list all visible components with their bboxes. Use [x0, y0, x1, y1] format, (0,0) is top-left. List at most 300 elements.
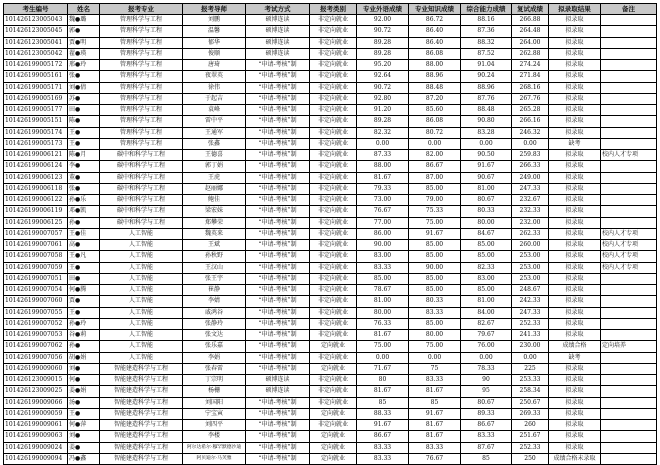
remarks-cell [601, 285, 657, 296]
table-row [4, 296, 657, 307]
category-cell: 非定向就业 [310, 228, 357, 239]
professional-knowledge-score-cell: 91.67 [409, 408, 461, 419]
candidate-id-cell: 101426199009024 [4, 442, 68, 453]
table-row [4, 37, 657, 48]
candidate-id-cell: 101426199009094 [4, 453, 68, 464]
comprehensive-ability-score-cell: 80.67 [461, 195, 512, 206]
candidate-id-cell: 101426199007057 [4, 228, 68, 239]
professional-knowledge-score-cell: 0.00 [409, 138, 461, 149]
comprehensive-ability-score-cell: 87.52 [461, 48, 512, 59]
retest-score-cell: 253.00 [512, 262, 549, 273]
name-cell: 郭● [68, 26, 100, 37]
category-cell: 非定向就业 [310, 26, 357, 37]
professional-knowledge-score-cell: 83.33 [409, 307, 461, 318]
remarks-cell [601, 82, 657, 93]
name-cell: 翟●瑛 [68, 48, 100, 59]
comprehensive-ability-score-cell: 86.67 [461, 420, 512, 431]
retest-score-cell: 232.00 [512, 217, 549, 228]
table-row [4, 318, 657, 329]
comprehensive-ability-score-cell: 76.00 [461, 341, 512, 352]
table-row [4, 386, 657, 397]
remarks-cell [601, 60, 657, 71]
category-cell: 非定向就业 [310, 240, 357, 251]
table-row [4, 442, 657, 453]
comprehensive-ability-score-cell: 90 [461, 375, 512, 386]
candidate-id-cell: 101426199006122 [4, 195, 68, 206]
admission-result-cell: 拟录取 [549, 262, 601, 273]
table-row [4, 240, 657, 251]
comprehensive-ability-score-cell: 81.00 [461, 183, 512, 194]
admission-result-cell: 拟录取 [549, 375, 601, 386]
foreign-language-score-cell: 78.67 [357, 285, 409, 296]
table-row [4, 15, 657, 26]
professional-knowledge-score-cell: 80.00 [409, 330, 461, 341]
exam-method-cell: “申请-考核”制 [246, 183, 310, 194]
exam-method-cell: “申请-考核”制 [246, 161, 310, 172]
comprehensive-ability-score-cell: 88.16 [461, 15, 512, 26]
retest-score-cell: 225 [512, 363, 549, 374]
comprehensive-ability-score-cell: 80.33 [461, 206, 512, 217]
retest-score-cell: 252.33 [512, 442, 549, 453]
remarks-cell [601, 161, 657, 172]
remarks-cell [601, 431, 657, 442]
table-row [4, 273, 657, 284]
foreign-language-score-cell: 91.67 [357, 420, 409, 431]
name-cell: 谷●莉 [68, 330, 100, 341]
major-cell: 管理科学与工程 [100, 48, 183, 59]
comprehensive-ability-score-cell: 81.00 [461, 296, 512, 307]
comprehensive-ability-score-cell: 87.36 [461, 26, 512, 37]
supervisor-cell: 王德喜 [183, 150, 246, 161]
category-cell: 非定向就业 [310, 60, 357, 71]
name-cell: 孙● [68, 217, 100, 228]
table-row [4, 251, 657, 262]
admission-result-cell: 拟录取 [549, 71, 601, 82]
name-cell: 田● [68, 105, 100, 116]
major-cell: 碳中和科学与工程 [100, 206, 183, 217]
admission-result-cell: 拟录取 [549, 105, 601, 116]
admission-result-cell: 拟录取 [549, 60, 601, 71]
category-cell: 非定向就业 [310, 105, 357, 116]
table-row [4, 82, 657, 93]
foreign-language-score-cell: 81.67 [357, 330, 409, 341]
category-cell: 非定向就业 [310, 397, 357, 408]
major-cell: 人工智能 [100, 240, 183, 251]
professional-knowledge-score-cell: 85 [409, 397, 461, 408]
comprehensive-ability-score-cell: 83.00 [461, 273, 512, 284]
retest-score-cell: 260 [512, 420, 549, 431]
foreign-language-score-cell: 88.33 [357, 408, 409, 419]
exam-method-cell: 硕博连读 [246, 48, 310, 59]
professional-knowledge-score-cell: 79.00 [409, 195, 461, 206]
foreign-language-score-cell: 77.00 [357, 217, 409, 228]
remarks-cell [601, 408, 657, 419]
candidate-id-cell: 101426199007055 [4, 307, 68, 318]
retest-score-cell: 0.00 [512, 352, 549, 363]
admission-result-cell: 拟录取 [549, 420, 601, 431]
supervisor-cell: 张鑫 [183, 138, 246, 149]
supervisor-cell: 刘国阳 [183, 397, 246, 408]
professional-knowledge-score-cell: 75.00 [409, 217, 461, 228]
supervisor-cell: 魏英来 [183, 228, 246, 239]
retest-score-cell: 259.83 [512, 150, 549, 161]
remarks-cell [601, 105, 657, 116]
name-cell: 刘● [68, 363, 100, 374]
retest-score-cell: 266.16 [512, 116, 549, 127]
table-row [4, 116, 657, 127]
candidate-id-cell: 101426123005041 [4, 37, 68, 48]
exam-method-cell: 硕博连读 [246, 375, 310, 386]
exam-method-cell: “申请-考核”制 [246, 138, 310, 149]
candidate-id-cell: 101426199006118 [4, 183, 68, 194]
foreign-language-score-cell: 75.00 [357, 341, 409, 352]
table-row [4, 375, 657, 386]
name-cell: 贾● [68, 296, 100, 307]
table-row [4, 105, 657, 116]
exam-method-cell: “申请-考核”制 [246, 105, 310, 116]
major-cell: 管理科学与工程 [100, 93, 183, 104]
candidate-id-cell: 101426199007051 [4, 273, 68, 284]
supervisor-cell: 张乐嘉 [183, 341, 246, 352]
candidate-id-cell: 101426199006123 [4, 172, 68, 183]
foreign-language-score-cell: 95.20 [357, 60, 409, 71]
exam-method-cell: “申请-考核”制 [246, 71, 310, 82]
exam-method-cell: “申请-考核”制 [246, 352, 310, 363]
retest-score-cell: 266.33 [512, 161, 549, 172]
major-cell: 管理科学与工程 [100, 37, 183, 48]
table-row [4, 285, 657, 296]
supervisor-cell: 梁宏妹 [183, 206, 246, 217]
name-cell: 王● [68, 262, 100, 273]
name-cell: 董● [68, 172, 100, 183]
exam-method-cell: 硕博连读 [246, 15, 310, 26]
supervisor-cell: 李楼 [183, 431, 246, 442]
table-row [4, 150, 657, 161]
table-row [4, 262, 657, 273]
foreign-language-score-cell: 80.00 [357, 307, 409, 318]
column-header: 考试方式 [246, 4, 310, 15]
category-cell: 非定向就业 [310, 172, 357, 183]
exam-method-cell: “申请-考核”制 [246, 127, 310, 138]
professional-knowledge-score-cell: 81.67 [409, 420, 461, 431]
foreign-language-score-cell: 76.33 [357, 318, 409, 329]
remarks-cell [601, 116, 657, 127]
category-cell: 非定向就业 [310, 206, 357, 217]
retest-score-cell: 247.33 [512, 183, 549, 194]
remarks-cell [601, 318, 657, 329]
table-row [4, 453, 657, 464]
remarks-cell [601, 375, 657, 386]
major-cell: 人工智能 [100, 318, 183, 329]
remarks-cell [601, 273, 657, 284]
professional-knowledge-score-cell: 75.33 [409, 206, 461, 217]
table-row [4, 138, 657, 149]
comprehensive-ability-score-cell: 91.04 [461, 60, 512, 71]
table-row [4, 363, 657, 374]
major-cell: 智能建造科学与工程 [100, 386, 183, 397]
retest-score-cell: 253.00 [512, 251, 549, 262]
candidate-id-cell: 101426199005151 [4, 116, 68, 127]
major-cell: 人工智能 [100, 262, 183, 273]
professional-knowledge-score-cell: 88.48 [409, 82, 461, 93]
admission-result-cell: 拟录取 [549, 285, 601, 296]
table-body [4, 15, 657, 465]
retest-score-cell: 269.33 [512, 408, 549, 419]
category-cell: 非定向就业 [310, 296, 357, 307]
professional-knowledge-score-cell: 86.67 [409, 161, 461, 172]
category-cell: 非定向就业 [310, 420, 357, 431]
supervisor-cell: 张春雷 [183, 363, 246, 374]
supervisor-cell: 王虎 [183, 172, 246, 183]
supervisor-cell: 宁宝寅 [183, 408, 246, 419]
major-cell: 碳中和科学与工程 [100, 183, 183, 194]
candidate-id-cell: 101426123005043 [4, 15, 68, 26]
exam-method-cell: “申请-考核”制 [246, 408, 310, 419]
name-cell: 孙●乐 [68, 195, 100, 206]
professional-knowledge-score-cell: 86.08 [409, 48, 461, 59]
table-row [4, 60, 657, 71]
retest-score-cell: 251.67 [512, 431, 549, 442]
admission-result-cell: 拟录取 [549, 240, 601, 251]
category-cell: 非定向就业 [310, 285, 357, 296]
table-row [4, 420, 657, 431]
candidate-id-cell: 101426199005169 [4, 93, 68, 104]
candidate-id-cell: 101426199007054 [4, 285, 68, 296]
column-header: 专业知识成绩 [409, 4, 461, 15]
foreign-language-score-cell: 86.67 [357, 431, 409, 442]
professional-knowledge-score-cell: 85.00 [409, 285, 461, 296]
foreign-language-score-cell: 89.28 [357, 116, 409, 127]
name-cell: 王●佳 [68, 228, 100, 239]
name-cell: 陈● [68, 116, 100, 127]
supervisor-cell: 郭丁娟 [183, 161, 246, 172]
name-cell: 孙●玲 [68, 318, 100, 329]
name-cell: 刘●倩 [68, 82, 100, 93]
exam-method-cell: “申请-考核”制 [246, 116, 310, 127]
admission-table-wrapper [3, 3, 657, 465]
remarks-cell: 校内人才专项 [601, 240, 657, 251]
supervisor-cell: 王通军 [183, 127, 246, 138]
foreign-language-score-cell: 0.00 [357, 138, 409, 149]
foreign-language-score-cell: 83.33 [357, 262, 409, 273]
category-cell: 非定向就业 [310, 37, 357, 48]
category-cell: 非定向就业 [310, 352, 357, 363]
comprehensive-ability-score-cell: 88.96 [461, 82, 512, 93]
category-cell: 定向就业 [310, 408, 357, 419]
foreign-language-score-cell: 83.33 [357, 453, 409, 464]
retest-score-cell: 246.32 [512, 127, 549, 138]
comprehensive-ability-score-cell: 88.48 [461, 105, 512, 116]
admission-result-cell: 成绩合格 [549, 341, 601, 352]
exam-method-cell: 硕博连读 [246, 26, 310, 37]
supervisor-cell: 郑攀荣 [183, 217, 246, 228]
name-cell: 李● [68, 161, 100, 172]
foreign-language-score-cell: 71.67 [357, 363, 409, 374]
retest-score-cell: 258.34 [512, 386, 549, 397]
category-cell: 非定向就业 [310, 386, 357, 397]
admission-result-cell: 拟录取 [549, 251, 601, 262]
foreign-language-score-cell: 85 [357, 397, 409, 408]
exam-method-cell: “申请-考核”制 [246, 285, 310, 296]
comprehensive-ability-score-cell: 90.24 [461, 71, 512, 82]
retest-score-cell: 253.33 [512, 375, 549, 386]
retest-score-cell: 249.00 [512, 172, 549, 183]
comprehensive-ability-score-cell: 91.67 [461, 161, 512, 172]
name-cell: 陈●月 [68, 150, 100, 161]
retest-score-cell: 265.28 [512, 105, 549, 116]
professional-knowledge-score-cell: 87.20 [409, 93, 461, 104]
foreign-language-score-cell: 90.00 [357, 240, 409, 251]
major-cell: 智能建造科学与工程 [100, 431, 183, 442]
category-cell: 非定向就业 [310, 251, 357, 262]
professional-knowledge-score-cell: 0.00 [409, 352, 461, 363]
remarks-cell [601, 26, 657, 37]
column-header: 拟录取结果 [549, 4, 601, 15]
name-cell: 魏●璐 [68, 15, 100, 26]
category-cell: 非定向就业 [310, 273, 357, 284]
professional-knowledge-score-cell: 86.40 [409, 37, 461, 48]
column-header: 备注 [601, 4, 657, 15]
major-cell: 碳中和科学与工程 [100, 217, 183, 228]
professional-knowledge-score-cell: 80.33 [409, 296, 461, 307]
candidate-id-cell: 101426199007060 [4, 296, 68, 307]
category-cell: 非定向就业 [310, 307, 357, 318]
exam-method-cell: “申请-考核”制 [246, 420, 310, 431]
remarks-cell [601, 172, 657, 183]
professional-knowledge-score-cell: 85.00 [409, 240, 461, 251]
table-header [4, 4, 657, 15]
exam-method-cell: “申请-考核”制 [246, 330, 310, 341]
exam-method-cell: “申请-考核”制 [246, 262, 310, 273]
major-cell: 碳中和科学与工程 [100, 161, 183, 172]
remarks-cell [601, 363, 657, 374]
category-cell: 非定向就业 [310, 15, 357, 26]
professional-knowledge-score-cell: 86.40 [409, 26, 461, 37]
supervisor-cell: 赵丽娜 [183, 183, 246, 194]
professional-knowledge-score-cell: 85.60 [409, 105, 461, 116]
name-cell: 何●腾 [68, 285, 100, 296]
candidate-id-cell: 101426199005172 [4, 60, 68, 71]
remarks-cell [601, 442, 657, 453]
professional-knowledge-score-cell: 88.96 [409, 71, 461, 82]
table-row [4, 206, 657, 217]
exam-method-cell: “申请-考核”制 [246, 273, 310, 284]
remarks-cell [601, 386, 657, 397]
comprehensive-ability-score-cell: 83.33 [461, 431, 512, 442]
comprehensive-ability-score-cell: 87.67 [461, 442, 512, 453]
admission-result-cell: 拟录取 [549, 397, 601, 408]
exam-method-cell: “申请-考核”制 [246, 228, 310, 239]
column-header: 姓名 [68, 4, 100, 15]
category-cell: 非定向就业 [310, 127, 357, 138]
admission-result-cell: 拟录取 [549, 15, 601, 26]
name-cell: 姜●娟 [68, 386, 100, 397]
retest-score-cell: 232.67 [512, 195, 549, 206]
remarks-cell [601, 127, 657, 138]
remarks-cell [601, 330, 657, 341]
supervisor-cell: 温馨 [183, 26, 246, 37]
admission-result-cell: 拟录取 [549, 442, 601, 453]
table-row [4, 48, 657, 59]
candidate-id-cell: 101426199007062 [4, 341, 68, 352]
header-row [4, 4, 657, 15]
major-cell: 智能建造科学与工程 [100, 397, 183, 408]
foreign-language-score-cell: 81.00 [357, 296, 409, 307]
supervisor-cell: 孙秋野 [183, 251, 246, 262]
professional-knowledge-score-cell: 85.00 [409, 318, 461, 329]
supervisor-cell: 王斌 [183, 240, 246, 251]
remarks-cell [601, 307, 657, 318]
supervisor-cell: 刘四平 [183, 420, 246, 431]
professional-knowledge-score-cell: 86.08 [409, 116, 461, 127]
foreign-language-score-cell: 89.28 [357, 48, 409, 59]
category-cell: 非定向就业 [310, 375, 357, 386]
category-cell: 非定向就业 [310, 217, 357, 228]
major-cell: 人工智能 [100, 352, 183, 363]
candidate-id-cell: 101426199005174 [4, 127, 68, 138]
remarks-cell: 校内人才专项 [601, 228, 657, 239]
professional-knowledge-score-cell: 88.00 [409, 60, 461, 71]
supervisor-cell: 张王宇 [183, 273, 246, 284]
candidate-id-cell: 101426199005161 [4, 71, 68, 82]
column-header: 专业外语成绩 [357, 4, 409, 15]
foreign-language-score-cell: 92.64 [357, 71, 409, 82]
candidate-id-cell: 101426199007059 [4, 262, 68, 273]
table-row [4, 172, 657, 183]
foreign-language-score-cell: 81.67 [357, 172, 409, 183]
major-cell: 碳中和科学与工程 [100, 195, 183, 206]
admission-result-cell: 缺考 [549, 138, 601, 149]
major-cell: 人工智能 [100, 251, 183, 262]
category-cell: 非定向就业 [310, 48, 357, 59]
table-row [4, 228, 657, 239]
retest-score-cell: 271.84 [512, 71, 549, 82]
major-cell: 人工智能 [100, 285, 183, 296]
professional-knowledge-score-cell: 85.00 [409, 251, 461, 262]
exam-method-cell: “申请-考核”制 [246, 150, 310, 161]
category-cell: 定向就业 [310, 431, 357, 442]
remarks-cell [601, 217, 657, 228]
major-cell: 管理科学与工程 [100, 15, 183, 26]
table-row [4, 195, 657, 206]
name-cell: 张● [68, 183, 100, 194]
major-cell: 管理科学与工程 [100, 138, 183, 149]
comprehensive-ability-score-cell: 0.00 [461, 138, 512, 149]
table-row [4, 352, 657, 363]
exam-method-cell: “申请-考核”制 [246, 318, 310, 329]
major-cell: 管理科学与工程 [100, 105, 183, 116]
name-cell: 张● [68, 71, 100, 82]
retest-score-cell: 274.24 [512, 60, 549, 71]
table-row [4, 127, 657, 138]
comprehensive-ability-score-cell: 95 [461, 386, 512, 397]
retest-score-cell: 262.88 [512, 48, 549, 59]
remarks-cell [601, 93, 657, 104]
remarks-cell [601, 15, 657, 26]
category-cell: 定向就业 [310, 341, 357, 352]
supervisor-cell: 俊顺 [183, 48, 246, 59]
comprehensive-ability-score-cell: 85.00 [461, 240, 512, 251]
exam-method-cell: 硕博连读 [246, 386, 310, 397]
retest-score-cell: 253.00 [512, 273, 549, 284]
admission-result-cell: 拟录取 [549, 116, 601, 127]
admission-result-cell: 拟录取 [549, 206, 601, 217]
admission-result-cell: 拟录取 [549, 307, 601, 318]
admission-result-cell: 拟录取 [549, 172, 601, 183]
table-row [4, 93, 657, 104]
major-cell: 智能建造科学与工程 [100, 420, 183, 431]
category-cell: 非定向就业 [310, 330, 357, 341]
